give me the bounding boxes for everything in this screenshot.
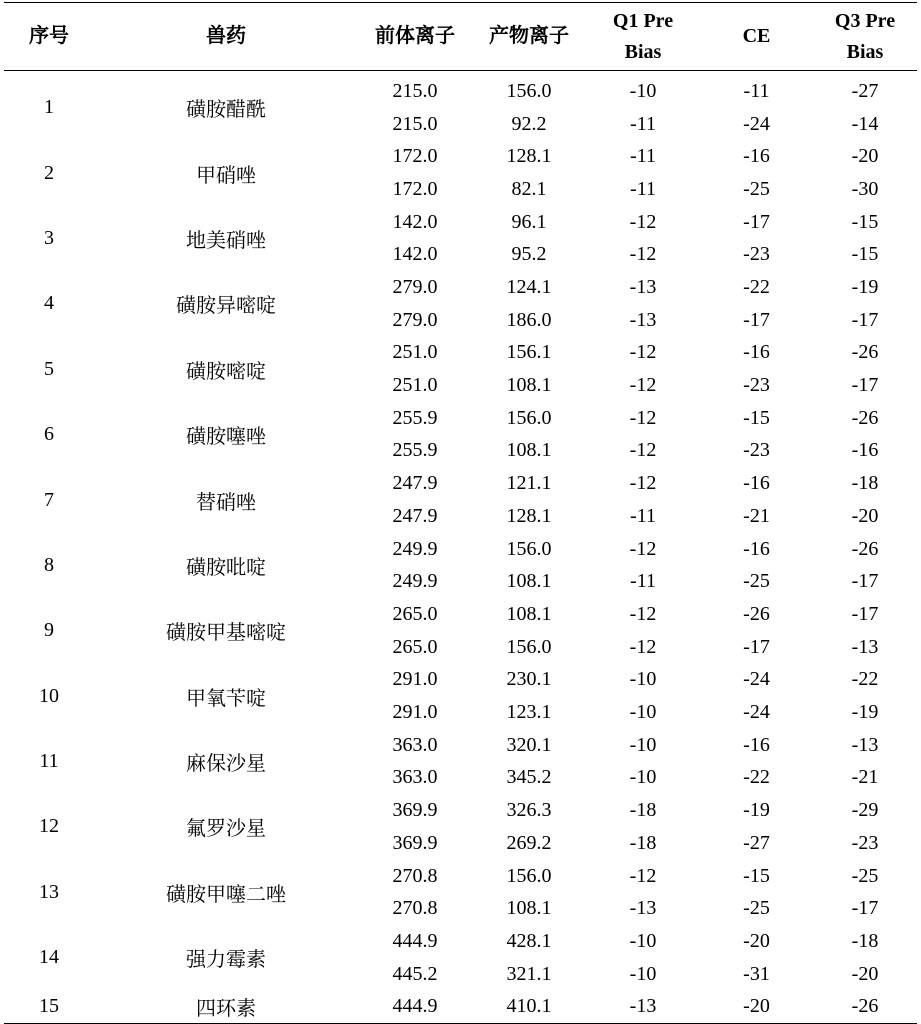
table-row — [4, 271, 917, 336]
product-ion-cell: 121.1 — [506, 472, 552, 495]
precursor-ion-cell: 247.9 — [392, 504, 438, 527]
table-row — [4, 990, 917, 1023]
ion-transition-row — [358, 206, 917, 239]
ce-cell: -31 — [743, 962, 770, 985]
q3-pre-bias-cell: -18 — [851, 472, 879, 495]
ion-transition-row — [358, 827, 917, 860]
q1-pre-bias-cell: -12 — [629, 439, 657, 462]
q1-pre-bias-cell: -10 — [629, 733, 657, 756]
precursor-ion-cell: 172.0 — [392, 177, 438, 200]
ce-cell: -15 — [743, 406, 770, 429]
precursor-ion-cell: 369.9 — [392, 799, 438, 822]
q1-pre-bias-cell: -11 — [630, 112, 656, 135]
product-ion-cell: 345.2 — [506, 766, 552, 789]
precursor-ion-cell: 249.9 — [392, 570, 438, 593]
q1-pre-bias-cell: -10 — [629, 766, 657, 789]
header-q3-pre-bias: Q3 Pre Bias — [834, 9, 896, 63]
drug-name-cell: 替硝唑 — [196, 489, 256, 514]
q1-pre-bias-cell: -13 — [629, 308, 657, 331]
ion-transition-row — [358, 860, 917, 893]
drug-name-cell: 磺胺嘧啶 — [186, 358, 266, 383]
mrm-parameter-table — [4, 2, 917, 1024]
ce-cell: -22 — [743, 766, 770, 789]
q1-pre-bias-cell: -18 — [629, 799, 657, 822]
serial-number-cell: 13 — [39, 880, 59, 903]
product-ion-cell: 320.1 — [506, 733, 552, 756]
product-ion-cell: 156.0 — [506, 864, 552, 887]
header-collision-energy: CE — [742, 25, 771, 47]
ion-transitions — [358, 337, 917, 402]
serial-number-cell: 8 — [44, 553, 54, 576]
drug-name-cell: 麻保沙星 — [186, 751, 266, 776]
q3-pre-bias-cell: -25 — [851, 864, 879, 887]
q3-pre-bias-cell: -17 — [851, 374, 879, 397]
table-row — [4, 664, 917, 729]
q3-pre-bias-cell: -19 — [851, 276, 879, 299]
ce-cell: -17 — [743, 210, 770, 233]
ce-cell: -25 — [743, 570, 770, 593]
q3-pre-bias-cell: -17 — [851, 308, 879, 331]
serial-number-cell: 9 — [44, 619, 54, 642]
precursor-ion-cell: 142.0 — [392, 243, 438, 266]
table-header-row — [4, 3, 917, 70]
precursor-ion-cell: 172.0 — [392, 145, 438, 168]
q1-pre-bias-cell: -11 — [630, 504, 656, 527]
precursor-ion-cell: 255.9 — [392, 439, 438, 462]
product-ion-cell: 321.1 — [506, 962, 552, 985]
table-row — [4, 467, 917, 532]
ion-transitions — [358, 206, 917, 271]
ion-transition-row — [358, 402, 917, 435]
ion-transition-row — [358, 500, 917, 533]
product-ion-cell: 410.1 — [506, 995, 552, 1018]
q3-pre-bias-cell: -17 — [851, 570, 879, 593]
ion-transitions — [358, 140, 917, 205]
precursor-ion-cell: 291.0 — [392, 701, 438, 724]
q1-pre-bias-cell: -12 — [629, 537, 657, 560]
q3-pre-bias-cell: -16 — [851, 439, 879, 462]
precursor-ion-cell: 251.0 — [392, 341, 438, 364]
q3-pre-bias-cell: -26 — [851, 406, 879, 429]
serial-number-cell: 15 — [39, 995, 59, 1018]
ce-cell: -25 — [743, 177, 770, 200]
q1-pre-bias-cell: -10 — [629, 701, 657, 724]
serial-number-cell: 6 — [44, 423, 54, 446]
ion-transition-row — [358, 369, 917, 402]
q1-pre-bias-cell: -12 — [629, 374, 657, 397]
ion-transitions — [358, 729, 917, 794]
table-row — [4, 729, 917, 794]
product-ion-cell: 156.0 — [506, 79, 552, 102]
precursor-ion-cell: 215.0 — [392, 112, 438, 135]
ion-transition-row — [358, 990, 917, 1023]
product-ion-cell: 108.1 — [506, 602, 552, 625]
serial-number-cell: 1 — [44, 96, 54, 119]
precursor-ion-cell: 251.0 — [392, 374, 438, 397]
drug-name-cell: 磺胺异嘧啶 — [176, 293, 276, 318]
precursor-ion-cell: 279.0 — [392, 276, 438, 299]
product-ion-cell: 156.0 — [506, 406, 552, 429]
table-row — [4, 533, 917, 598]
product-ion-cell: 128.1 — [506, 145, 552, 168]
product-ion-cell: 186.0 — [506, 308, 552, 331]
ion-transition-row — [358, 467, 917, 500]
product-ion-cell: 156.0 — [506, 537, 552, 560]
product-ion-cell: 269.2 — [506, 831, 552, 854]
header-precursor-ion: 前体离子 — [375, 25, 455, 47]
drug-name-cell: 磺胺甲基嘧啶 — [166, 620, 286, 645]
table-row — [4, 860, 917, 925]
q3-pre-bias-cell: -19 — [851, 701, 879, 724]
q3-pre-bias-cell: -20 — [851, 145, 879, 168]
header-product-ion: 产物离子 — [489, 25, 569, 47]
precursor-ion-cell: 247.9 — [392, 472, 438, 495]
ce-cell: -15 — [743, 864, 770, 887]
ion-transition-row — [358, 729, 917, 762]
serial-number-cell: 4 — [44, 292, 54, 315]
ion-transition-row — [358, 271, 917, 304]
drug-name-cell: 磺胺吡啶 — [186, 554, 266, 579]
product-ion-cell: 96.1 — [511, 210, 547, 233]
ce-cell: -16 — [743, 733, 770, 756]
product-ion-cell: 156.1 — [506, 341, 552, 364]
drug-name-cell: 甲氧苄啶 — [186, 685, 266, 710]
drug-name-cell: 磺胺甲噻二唑 — [166, 881, 286, 906]
precursor-ion-cell: 363.0 — [392, 766, 438, 789]
ce-cell: -20 — [743, 995, 770, 1018]
ce-cell: -17 — [743, 635, 770, 658]
q3-pre-bias-cell: -13 — [851, 635, 879, 658]
table-row — [4, 794, 917, 859]
q3-pre-bias-cell: -17 — [851, 897, 879, 920]
ce-cell: -11 — [743, 79, 770, 102]
ce-cell: -22 — [743, 276, 770, 299]
serial-number-cell: 2 — [44, 161, 54, 184]
q1-pre-bias-cell: -18 — [629, 831, 657, 854]
ion-transition-row — [358, 533, 917, 566]
ion-transition-row — [358, 696, 917, 729]
q1-pre-bias-cell: -12 — [629, 864, 657, 887]
q1-pre-bias-cell: -12 — [629, 472, 657, 495]
q3-pre-bias-cell: -30 — [851, 177, 879, 200]
precursor-ion-cell: 363.0 — [392, 733, 438, 756]
q1-pre-bias-cell: -12 — [629, 602, 657, 625]
product-ion-cell: 128.1 — [506, 504, 552, 527]
precursor-ion-cell: 445.2 — [392, 962, 438, 985]
precursor-ion-cell: 270.8 — [392, 864, 438, 887]
ce-cell: -27 — [743, 831, 770, 854]
q1-pre-bias-cell: -10 — [629, 668, 657, 691]
ion-transitions — [358, 533, 917, 598]
q1-pre-bias-cell: -10 — [629, 929, 657, 952]
ion-transition-row — [358, 337, 917, 370]
table-row — [4, 206, 917, 271]
q3-pre-bias-cell: -29 — [851, 799, 879, 822]
ion-transition-row — [358, 925, 917, 958]
product-ion-cell: 108.1 — [506, 570, 552, 593]
ion-transition-row — [358, 762, 917, 795]
table-row — [4, 598, 917, 663]
q3-pre-bias-cell: -26 — [851, 995, 879, 1018]
ce-cell: -21 — [743, 504, 770, 527]
q1-pre-bias-cell: -13 — [629, 897, 657, 920]
q3-pre-bias-cell: -27 — [851, 79, 879, 102]
ion-transition-row — [358, 598, 917, 631]
serial-number-cell: 10 — [39, 684, 59, 707]
ion-transition-row — [358, 631, 917, 664]
precursor-ion-cell: 249.9 — [392, 537, 438, 560]
table-row — [4, 925, 917, 990]
ion-transitions — [358, 664, 917, 729]
q3-pre-bias-cell: -26 — [851, 537, 879, 560]
ce-cell: -17 — [743, 308, 770, 331]
ion-transition-row — [358, 108, 917, 141]
product-ion-cell: 92.2 — [511, 112, 547, 135]
q1-pre-bias-cell: -12 — [629, 635, 657, 658]
ion-transition-row — [358, 304, 917, 337]
header-q1-pre-bias: Q1 Pre Bias — [612, 9, 674, 63]
drug-name-cell: 四环素 — [196, 996, 256, 1021]
ion-transition-row — [358, 664, 917, 697]
ce-cell: -24 — [743, 668, 770, 691]
q1-pre-bias-cell: -11 — [630, 177, 656, 200]
ion-transitions — [358, 860, 917, 925]
q1-pre-bias-cell: -10 — [629, 962, 657, 985]
product-ion-cell: 230.1 — [506, 668, 552, 691]
drug-name-cell: 甲硝唑 — [196, 162, 256, 187]
ce-cell: -16 — [743, 472, 770, 495]
product-ion-cell: 156.0 — [506, 635, 552, 658]
q1-pre-bias-cell: -12 — [629, 341, 657, 364]
ion-transition-row — [358, 75, 917, 108]
ion-transitions — [358, 598, 917, 663]
q3-pre-bias-cell: -15 — [851, 210, 879, 233]
ion-transition-row — [358, 140, 917, 173]
product-ion-cell: 124.1 — [506, 276, 552, 299]
table-row — [4, 402, 917, 467]
ion-transitions — [358, 402, 917, 467]
ce-cell: -19 — [743, 799, 770, 822]
ce-cell: -16 — [743, 341, 770, 364]
serial-number-cell: 5 — [44, 357, 54, 380]
ion-transition-row — [358, 565, 917, 598]
serial-number-cell: 3 — [44, 226, 54, 249]
ion-transitions — [358, 75, 917, 140]
serial-number-cell: 12 — [39, 815, 59, 838]
precursor-ion-cell: 215.0 — [392, 79, 438, 102]
ce-cell: -16 — [743, 145, 770, 168]
ion-transition-row — [358, 794, 917, 827]
ion-transitions — [358, 271, 917, 336]
product-ion-cell: 108.1 — [506, 897, 552, 920]
product-ion-cell: 326.3 — [506, 799, 552, 822]
q1-pre-bias-cell: -13 — [629, 276, 657, 299]
q3-pre-bias-cell: -14 — [851, 112, 879, 135]
q1-pre-bias-cell: -12 — [629, 406, 657, 429]
q1-pre-bias-cell: -13 — [629, 995, 657, 1018]
serial-number-cell: 7 — [44, 488, 54, 511]
table-body — [4, 71, 917, 1023]
product-ion-cell: 95.2 — [511, 243, 547, 266]
q3-pre-bias-cell: -26 — [851, 341, 879, 364]
ce-cell: -26 — [743, 602, 770, 625]
q3-pre-bias-cell: -21 — [851, 766, 879, 789]
product-ion-cell: 108.1 — [506, 439, 552, 462]
serial-number-cell: 11 — [39, 750, 59, 773]
ce-cell: -24 — [743, 112, 770, 135]
drug-name-cell: 氟罗沙星 — [186, 816, 266, 841]
serial-number-cell: 14 — [39, 946, 59, 969]
precursor-ion-cell: 142.0 — [392, 210, 438, 233]
ion-transition-row — [358, 238, 917, 271]
q3-pre-bias-cell: -13 — [851, 733, 879, 756]
q1-pre-bias-cell: -10 — [629, 79, 657, 102]
product-ion-cell: 82.1 — [511, 177, 547, 200]
table-row — [4, 140, 917, 205]
q1-pre-bias-cell: -12 — [629, 210, 657, 233]
ion-transitions — [358, 794, 917, 859]
precursor-ion-cell: 270.8 — [392, 897, 438, 920]
drug-name-cell: 地美硝唑 — [186, 227, 266, 252]
precursor-ion-cell: 444.9 — [392, 995, 438, 1018]
ce-cell: -24 — [743, 701, 770, 724]
q3-pre-bias-cell: -20 — [851, 504, 879, 527]
ce-cell: -23 — [743, 243, 770, 266]
ion-transition-row — [358, 435, 917, 468]
q1-pre-bias-cell: -12 — [629, 243, 657, 266]
table-row — [4, 75, 917, 140]
precursor-ion-cell: 291.0 — [392, 668, 438, 691]
table-row — [4, 337, 917, 402]
ion-transitions — [358, 467, 917, 532]
precursor-ion-cell: 255.9 — [392, 406, 438, 429]
precursor-ion-cell: 265.0 — [392, 635, 438, 658]
product-ion-cell: 108.1 — [506, 374, 552, 397]
q3-pre-bias-cell: -17 — [851, 602, 879, 625]
q1-pre-bias-cell: -11 — [630, 145, 656, 168]
ce-cell: -25 — [743, 897, 770, 920]
ion-transitions — [358, 925, 917, 990]
q3-pre-bias-cell: -22 — [851, 668, 879, 691]
q1-pre-bias-cell: -11 — [630, 570, 656, 593]
q3-pre-bias-cell: -18 — [851, 929, 879, 952]
q3-pre-bias-cell: -15 — [851, 243, 879, 266]
precursor-ion-cell: 444.9 — [392, 929, 438, 952]
header-serial-number: 序号 — [29, 25, 69, 47]
ion-transition-row — [358, 892, 917, 925]
product-ion-cell: 123.1 — [506, 701, 552, 724]
ce-cell: -23 — [743, 374, 770, 397]
precursor-ion-cell: 279.0 — [392, 308, 438, 331]
drug-name-cell: 磺胺醋酰 — [186, 97, 266, 122]
precursor-ion-cell: 265.0 — [392, 602, 438, 625]
drug-name-cell: 强力霉素 — [186, 947, 266, 972]
drug-name-cell: 磺胺噻唑 — [186, 424, 266, 449]
ce-cell: -23 — [743, 439, 770, 462]
product-ion-cell: 428.1 — [506, 929, 552, 952]
ion-transitions — [358, 990, 917, 1023]
ion-transition-row — [358, 958, 917, 991]
header-veterinary-drug: 兽药 — [206, 25, 246, 47]
ion-transition-row — [358, 173, 917, 206]
precursor-ion-cell: 369.9 — [392, 831, 438, 854]
q3-pre-bias-cell: -20 — [851, 962, 879, 985]
ce-cell: -16 — [743, 537, 770, 560]
ce-cell: -20 — [743, 929, 770, 952]
q3-pre-bias-cell: -23 — [851, 831, 879, 854]
